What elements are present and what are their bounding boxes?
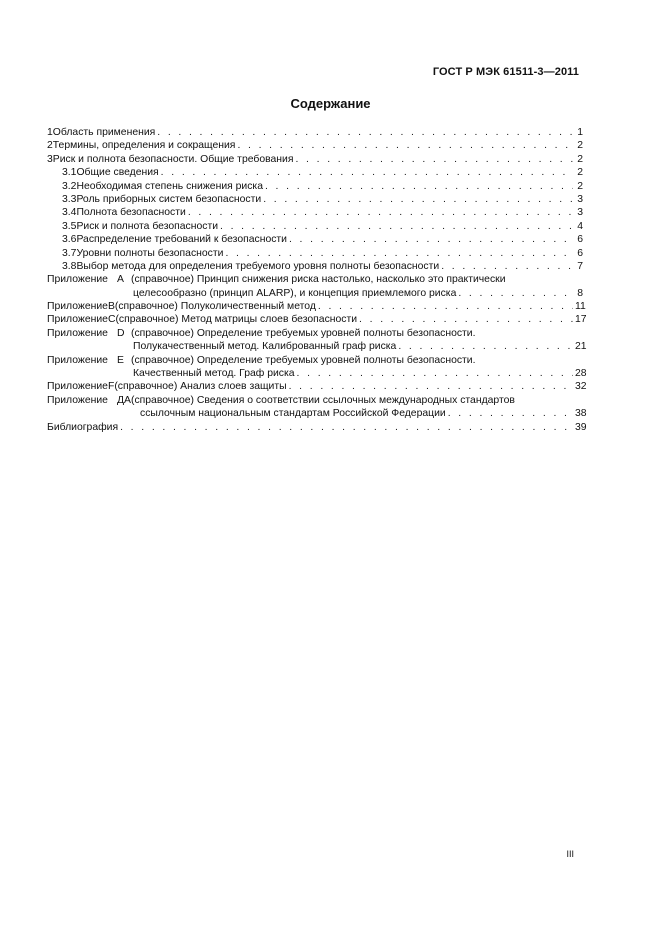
annex-title-continuation: целесообразно (принцип ALARP), и концепция приемлемого риска (133, 287, 457, 299)
toc-entry-page: 28 (575, 368, 587, 380)
toc-entry-page: 6 (577, 234, 583, 246)
annex-label: Приложение (47, 354, 108, 366)
annex-title: (справочное) Анализ слоев защиты (114, 381, 287, 393)
toc-entry-page: 2 (577, 153, 583, 165)
toc-entry-2[interactable] (47, 139, 583, 152)
annex-label: Приложение (47, 327, 108, 339)
toc-entry-page: 6 (577, 247, 583, 259)
toc-entry-number: 2 (47, 140, 53, 152)
document-code: ГОСТ Р МЭК 61511-3—2011 (432, 66, 579, 78)
annex-letter: С (107, 314, 116, 326)
toc-entry-title: Распределение требований к безопасности (76, 234, 287, 246)
toc-leader-dots (120, 421, 573, 434)
toc-entry-page: 3 (577, 207, 583, 219)
toc-leader-dots (441, 260, 573, 273)
toc-leader-dots (295, 153, 573, 166)
toc-entry-page: 39 (575, 421, 587, 433)
page-number: III (566, 849, 574, 859)
annex-title: (справочное) Принцип снижения риска настолько, насколько это практически (131, 274, 506, 286)
annex-label: Приложение (47, 381, 108, 393)
toc-entry-page: 1 (577, 127, 583, 138)
toc-entry-number: 3.5 (62, 220, 77, 232)
toc-entry-page: 3 (577, 193, 583, 205)
toc-leader-dots (237, 139, 573, 152)
toc-entry-number: 3.6 (62, 234, 77, 246)
toc-bibliography[interactable] (47, 421, 587, 434)
toc-entry-3-8[interactable] (47, 260, 583, 273)
toc-entry-number: 3.7 (62, 247, 77, 259)
annex-letter: ДА (117, 394, 131, 406)
toc-leader-dots (289, 380, 573, 393)
toc-entry-page: 2 (577, 140, 583, 152)
toc-leader-dots (289, 233, 573, 246)
toc-leader-dots (458, 287, 573, 300)
toc-entry-page: 2 (577, 167, 583, 179)
annex-label: Приложение (47, 274, 108, 286)
annex-title: (справочное) Метод матрицы слоев безопасности (115, 314, 358, 326)
toc-entry-page: 8 (577, 287, 583, 299)
toc-annex-c[interactable] (47, 313, 587, 326)
toc-annex-d[interactable] (47, 327, 583, 340)
toc-entry-title: Область применения (52, 127, 156, 138)
toc-entry-title: Роль приборных систем безопасности (76, 193, 262, 205)
toc-entry-3-4[interactable] (47, 206, 583, 219)
annex-letter: F (107, 381, 115, 393)
annex-title: (справочное) Сведения о соответствии ссылочных международных стандартов (131, 394, 515, 406)
toc-entry-title: Полнота безопасности (76, 207, 186, 219)
toc-leader-dots (161, 166, 573, 179)
toc-entry-3-1[interactable] (47, 166, 583, 179)
annex-letter: А (117, 274, 124, 286)
toc-entry-number: 3.4 (62, 207, 77, 219)
toc-annex-f[interactable] (47, 380, 587, 393)
toc-entry-number: 3.2 (62, 180, 77, 192)
annex-letter: D (117, 327, 125, 339)
toc-entry-3-7[interactable] (47, 247, 583, 260)
annex-title: (справочное) Определение требуемых уровней полноты безопасности. (131, 354, 476, 366)
annex-title: (справочное) Полуколичественный метод (114, 301, 316, 313)
annex-letter: В (107, 301, 115, 313)
toc-annex-d-continuation[interactable] (47, 340, 587, 353)
toc-entry-number: 3.3 (62, 193, 77, 205)
toc-entry-page: 11 (575, 301, 586, 313)
toc-entry-3-5[interactable] (47, 220, 583, 233)
toc-entry-number: 3.8 (62, 260, 77, 272)
toc-entry-title: Уровни полноты безопасности (76, 247, 224, 259)
toc-leader-dots (225, 247, 573, 260)
toc-leader-dots (265, 180, 573, 193)
toc-annex-a[interactable] (47, 273, 583, 286)
toc-entry-3-6[interactable] (47, 233, 583, 246)
toc-entry-3-2[interactable] (47, 180, 583, 193)
toc-entry-title: Библиография (47, 421, 119, 433)
toc-entry-page: 32 (575, 381, 587, 393)
toc-entry-3[interactable] (47, 153, 583, 166)
toc-leader-dots (318, 300, 573, 313)
toc-annex-e-continuation[interactable] (47, 367, 587, 380)
toc-annex-da-continuation[interactable] (47, 407, 587, 420)
toc-leader-dots (263, 193, 573, 206)
toc-entry-title: Общие сведения (76, 167, 159, 179)
annex-letter: Е (117, 354, 124, 366)
toc-entry-page: 21 (575, 341, 587, 353)
toc-annex-e[interactable] (47, 354, 583, 367)
annex-title-continuation: ссылочным национальным стандартам Российской Федерации (140, 408, 446, 420)
toc-entry-number: 3 (47, 153, 53, 165)
toc-entry-page: 4 (577, 220, 583, 232)
annex-title: (справочное) Определение требуемых уровней полноты безопасности. (131, 327, 476, 339)
toc-leader-dots (398, 340, 573, 353)
toc-entry-page: 7 (577, 260, 583, 272)
page-title: Содержание (290, 96, 371, 111)
toc-entry-page: 2 (577, 180, 583, 192)
toc-entry-1[interactable] (47, 126, 583, 139)
toc-entry-title: Выбор метода для определения требуемого уровня полноты безопасности (76, 260, 440, 272)
toc-leader-dots (220, 220, 573, 233)
toc-entry-number: 3.1 (62, 167, 77, 179)
toc-annex-da[interactable] (47, 394, 583, 407)
annex-title-continuation: Качественный метод. Граф риска (133, 368, 295, 380)
annex-label: Приложение (47, 314, 108, 326)
toc-annex-a-continuation[interactable] (47, 287, 583, 300)
toc-entry-number: 1 (47, 127, 53, 138)
annex-label: Приложение (47, 394, 108, 406)
toc-annex-b[interactable] (47, 300, 586, 313)
toc-entry-page: 17 (575, 314, 587, 326)
toc-leader-dots (359, 313, 573, 326)
toc-entry-title: Необходимая степень снижения риска (76, 180, 263, 192)
toc-leader-dots (188, 206, 573, 219)
toc-entry-page: 38 (575, 408, 587, 420)
toc-leader-dots (297, 367, 573, 380)
toc-entry-title: Риск и полнота безопасности (76, 220, 219, 232)
toc-entry-title: Риск и полнота безопасности. Общие требования (52, 153, 294, 165)
toc-entry-title: Термины, определения и сокращения (52, 140, 236, 152)
toc-entry-3-3[interactable] (47, 193, 583, 206)
toc-leader-dots (157, 126, 573, 139)
toc-leader-dots (448, 407, 573, 420)
annex-title-continuation: Полукачественный метод. Калиброванный граф риска (133, 341, 397, 353)
annex-label: Приложение (47, 301, 108, 313)
table-of-contents (47, 126, 587, 434)
